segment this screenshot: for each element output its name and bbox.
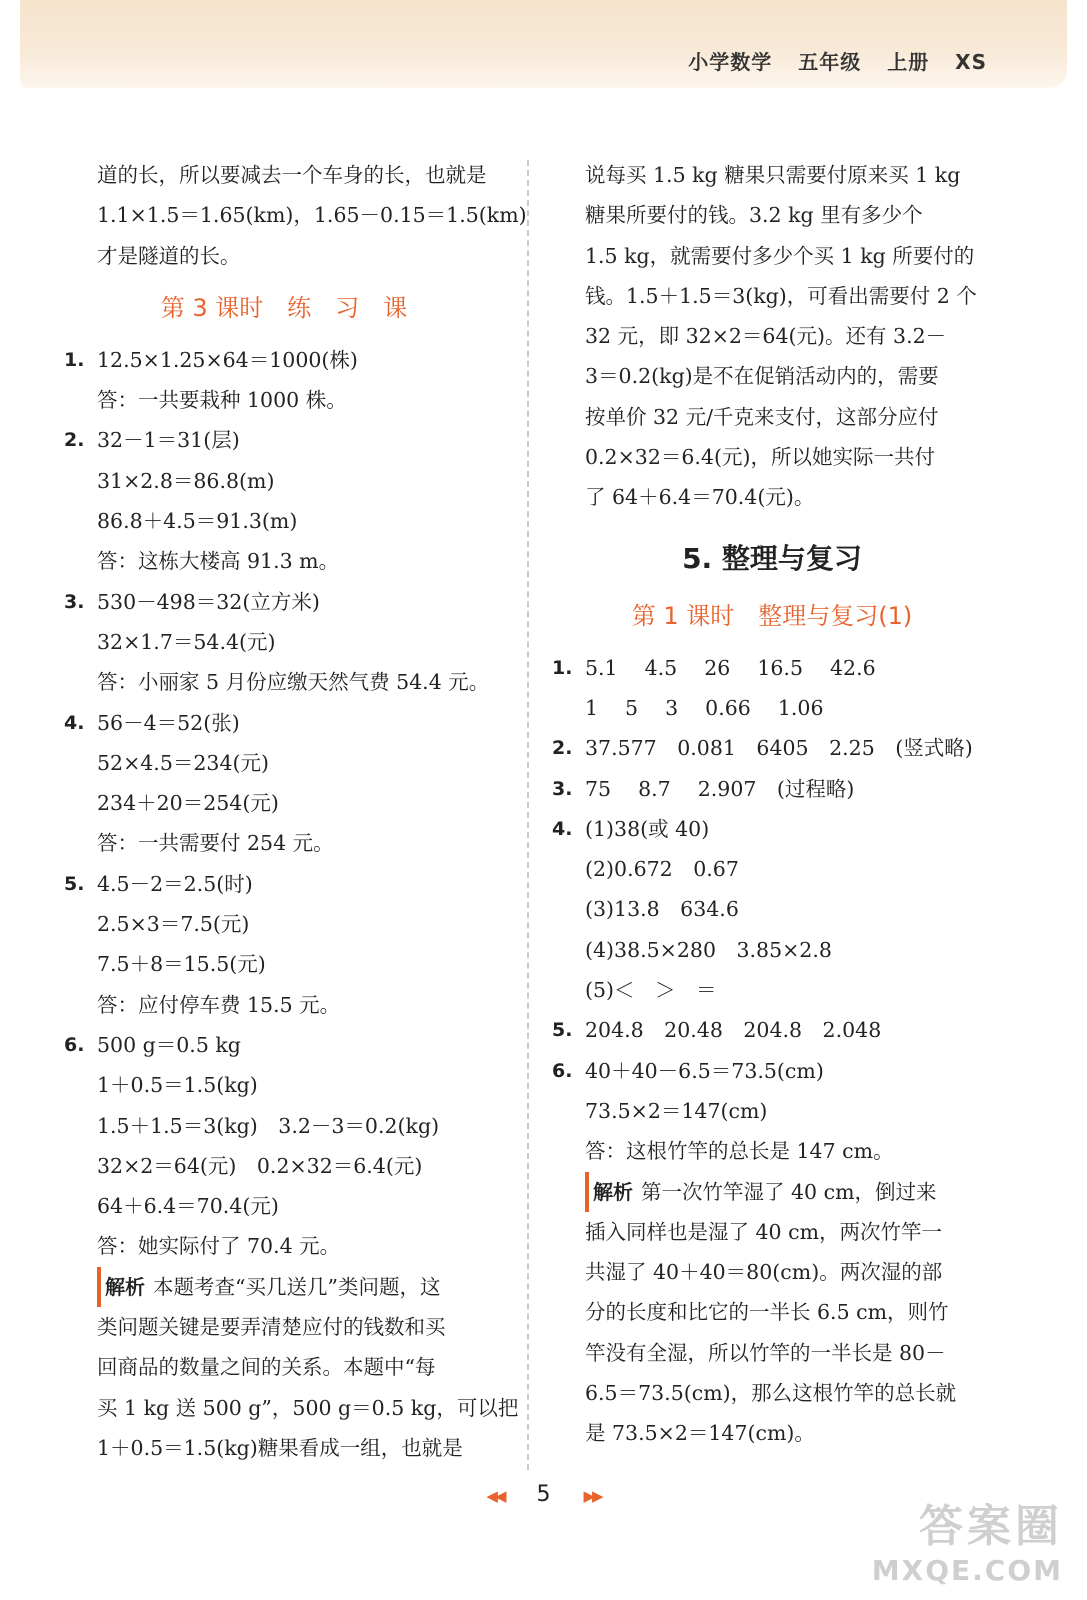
text-line: 买 1 kg 送 500 g”，500 g＝0.5 kg，可以把	[97, 1395, 519, 1420]
analysis-line: 解析 本题考查“买几送几”类问题，这	[64, 1267, 504, 1307]
text-line: 答：一共需要付 254 元。	[97, 831, 334, 856]
text-line: 32 元，即 32×2＝64(元)。还有 3.2－	[585, 324, 947, 349]
text-line: 32×2＝64(元) 0.2×32＝6.4(元)	[97, 1153, 423, 1178]
header-edition: XS	[955, 50, 987, 74]
text-line: 道的长，所以要减去一个车身的长，也就是	[97, 163, 487, 187]
text-line: 1 5 3 0.66 1.06	[585, 695, 824, 720]
question-line: 6. 40＋40－6.5＝73.5(cm)	[552, 1051, 992, 1091]
text-line: 1.5＋1.5＝3(kg) 3.2－3＝0.2(kg)	[97, 1113, 440, 1138]
text-line: 糖果所要付的钱。3.2 kg 里有多少个	[585, 203, 923, 228]
text-line: (5)＜ ＞ ＝	[585, 978, 717, 1003]
page-number: 5	[536, 1482, 551, 1507]
text-line: 答：她实际付了 70.4 元。	[97, 1234, 341, 1259]
watermark-text: 答案圈	[919, 1501, 1063, 1552]
question-line: 6. 500 g＝0.5 kg	[64, 1025, 504, 1065]
text-line: 了 64＋6.4＝70.4(元)。	[585, 485, 815, 510]
header-grade: 五年级	[798, 50, 862, 74]
column-divider	[527, 160, 529, 1470]
text-line: 6.5＝73.5(cm)，那么这根竹竿的总长就	[585, 1381, 957, 1406]
question-line: 2. 32－1＝31(层)	[64, 420, 504, 460]
text-line: 是 73.5×2＝147(cm)。	[585, 1421, 815, 1446]
header-volume: 上册	[887, 50, 930, 74]
text-line: 插入同样也是湿了 40 cm，两次竹竿一	[585, 1219, 943, 1244]
text-line: 0.2×32＝6.4(元)，所以她实际一共付	[585, 445, 935, 470]
text-line: 答：这栋大楼高 91.3 m。	[97, 549, 340, 574]
right-column	[552, 155, 992, 1454]
text-line: 按单价 32 元/千克来支付，这部分应付	[585, 404, 939, 429]
question-number: 3.	[64, 590, 85, 613]
text-line: 答：小丽家 5 月份应缴天然气费 54.4 元。	[97, 670, 490, 695]
text-line: 类问题关键是要弄清楚应付的钱数和买	[97, 1315, 446, 1340]
analysis-line: 解析 第一次竹竿湿了 40 cm，倒过来	[552, 1172, 992, 1212]
text-line: 73.5×2＝147(cm)	[585, 1098, 768, 1123]
text-line: 52×4.5＝234(元)	[97, 750, 269, 775]
question-number: 1.	[64, 348, 85, 371]
text-line: (2)0.672 0.67	[585, 857, 739, 882]
text-line: 答：一共要栽种 1000 株。	[97, 388, 347, 413]
running-header	[670, 46, 987, 75]
text-line: 答：这根竹竿的总长是 147 cm。	[585, 1139, 894, 1164]
left-column	[64, 155, 527, 1468]
text-line: 64＋6.4＝70.4(元)	[97, 1194, 279, 1219]
text-line: 3＝0.2(kg)是不在促销活动内的，需要	[585, 364, 939, 389]
text-line: 1.1×1.5＝1.65(km)，1.65－0.15＝1.5(km)	[97, 203, 527, 228]
analysis-tag: 解析	[585, 1172, 633, 1212]
text-line: 共湿了 40＋40＝80(cm)。两次湿的部	[585, 1260, 943, 1285]
lesson-title: 第 1 课时 整理与复习(1)	[631, 601, 913, 630]
question-line: 3. 75 8.7 2.907 (过程略)	[552, 769, 992, 809]
question-line: 3. 530－498＝32(立方米)	[64, 582, 504, 622]
text-line: 答：应付停车费 15.5 元。	[97, 992, 341, 1017]
watermark-url: MXQE.COM	[871, 1554, 1063, 1587]
prev-arrows-icon[interactable]: ◀◀	[486, 1487, 504, 1505]
question-number: 6.	[552, 1059, 573, 1082]
text-line: 2.5×3＝7.5(元)	[97, 912, 250, 937]
analysis-tag: 解析	[97, 1267, 145, 1307]
text-line: 31×2.8＝86.8(m)	[97, 468, 275, 493]
question-line: 5. 4.5－2＝2.5(时)	[64, 864, 504, 904]
text-line: 说每买 1.5 kg 糖果只需要付原来买 1 kg	[585, 163, 961, 187]
question-number: 4.	[552, 817, 573, 840]
text-line: 竿没有全湿，所以竹竿的一半长是 80－	[585, 1340, 946, 1365]
text-line: (3)13.8 634.6	[585, 897, 739, 922]
question-number: 4.	[64, 711, 85, 734]
header-subject: 小学数学	[688, 50, 773, 74]
text-line: 1＋0.5＝1.5(kg)糖果看成一组，也就是	[97, 1435, 463, 1460]
lesson-title: 第 3 课时 练 习 课	[160, 293, 408, 322]
question-line: 4. 56－4＝52(张)	[64, 703, 504, 743]
question-number: 2.	[64, 429, 85, 452]
text-line: 分的长度和比它的一半长 6.5 cm，则竹	[585, 1300, 949, 1325]
text-line: 1.5 kg，就需要付多少个买 1 kg 所要付的	[585, 243, 975, 268]
question-line: 1. 5.1 4.5 26 16.5 42.6	[552, 648, 992, 688]
question-number: 2.	[552, 737, 573, 760]
text-line: 才是隧道的长。	[97, 243, 241, 268]
text-line: 钱。1.5＋1.5＝3(kg)，可看出需要付 2 个	[585, 283, 977, 308]
section-title: 5. 整理与复习	[682, 541, 862, 575]
question-line: 2. 37.577 0.081 6405 2.25 (竖式略)	[552, 728, 992, 768]
text-line: 回商品的数量之间的关系。本题中“每	[97, 1355, 436, 1380]
text-line: 1＋0.5＝1.5(kg)	[97, 1073, 258, 1098]
question-line: 1. 12.5×1.25×64＝1000(株)	[64, 340, 504, 380]
text-line: 7.5＋8＝15.5(元)	[97, 952, 266, 977]
question-line: 4. (1)38(或 40)	[552, 809, 992, 849]
text-line: (4)38.5×280 3.85×2.8	[585, 937, 832, 962]
question-number: 1.	[552, 656, 573, 679]
next-arrows-icon[interactable]: ▶▶	[583, 1487, 601, 1505]
question-number: 5.	[64, 872, 85, 895]
text-line: 234＋20＝254(元)	[97, 791, 279, 816]
watermark-logo	[872, 1490, 1063, 1587]
text-line: 32×1.7＝54.4(元)	[97, 629, 276, 654]
question-number: 6.	[64, 1033, 85, 1056]
question-number: 3.	[552, 777, 573, 800]
text-line: 86.8＋4.5＝91.3(m)	[97, 509, 298, 534]
question-line: 5. 204.8 20.48 204.8 2.048	[552, 1010, 992, 1050]
question-number: 5.	[552, 1019, 573, 1042]
